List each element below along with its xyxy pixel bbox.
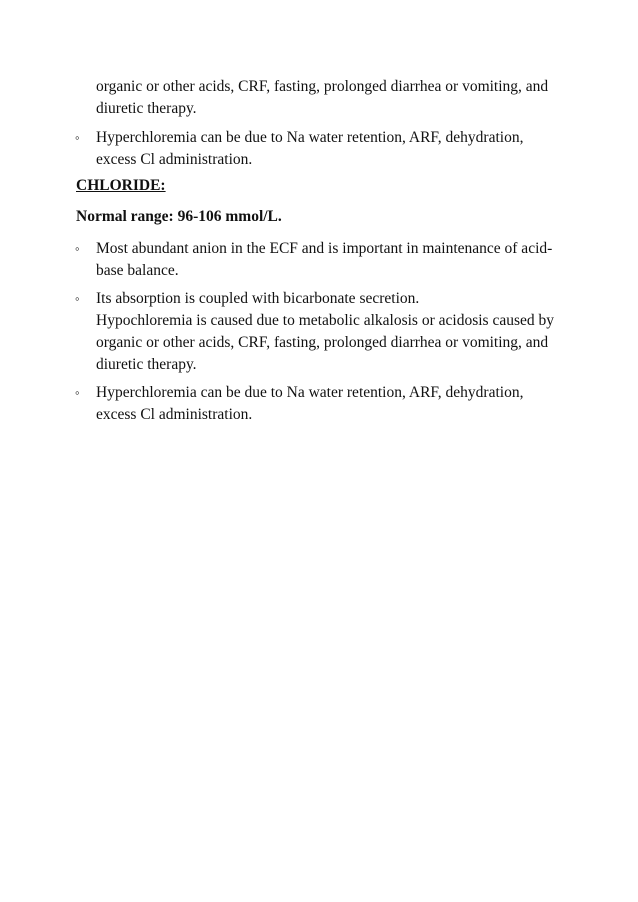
- normal-range: Normal range: 96-106 mmol/L.: [76, 208, 282, 225]
- list-item-line: base balance.: [96, 262, 179, 279]
- list-item-line: Hyperchloremia can be due to Na water retention, ARF, dehydration,: [96, 384, 524, 401]
- list-item-line: excess Cl administration.: [96, 406, 253, 423]
- list-item-line: excess Cl administration.: [96, 151, 253, 168]
- list-item-line: organic or other acids, CRF, fasting, prolonged diarrhea or vomiting, and: [96, 334, 549, 351]
- list-item-line: Its absorption is coupled with bicarbonate secretion.: [96, 290, 420, 307]
- list-item-line: Hypochloremia is caused due to metabolic alkalosis or acidosis caused by: [96, 312, 554, 329]
- list-item-line: Most abundant anion in the ECF and is important in maintenance of acid-: [96, 240, 553, 257]
- section-heading: CHLORIDE:: [76, 177, 166, 194]
- list-item-line: Hyperchloremia can be due to Na water retention, ARF, dehydration,: [96, 129, 524, 146]
- continuation-paragraph: [96, 76, 566, 120]
- bullet-icon: ◦: [75, 291, 80, 306]
- continuation-line: diuretic therapy.: [96, 100, 197, 117]
- bullet-icon: ◦: [75, 385, 80, 400]
- list-item: [75, 382, 566, 426]
- list-item: [75, 288, 566, 376]
- list-item-line: diuretic therapy.: [96, 356, 197, 373]
- bullet-icon: ◦: [75, 241, 80, 256]
- list-item: [75, 127, 566, 171]
- list-item: [75, 238, 566, 282]
- continuation-line: organic or other acids, CRF, fasting, prolonged diarrhea or vomiting, and: [96, 78, 549, 95]
- bullet-icon: ◦: [75, 130, 80, 145]
